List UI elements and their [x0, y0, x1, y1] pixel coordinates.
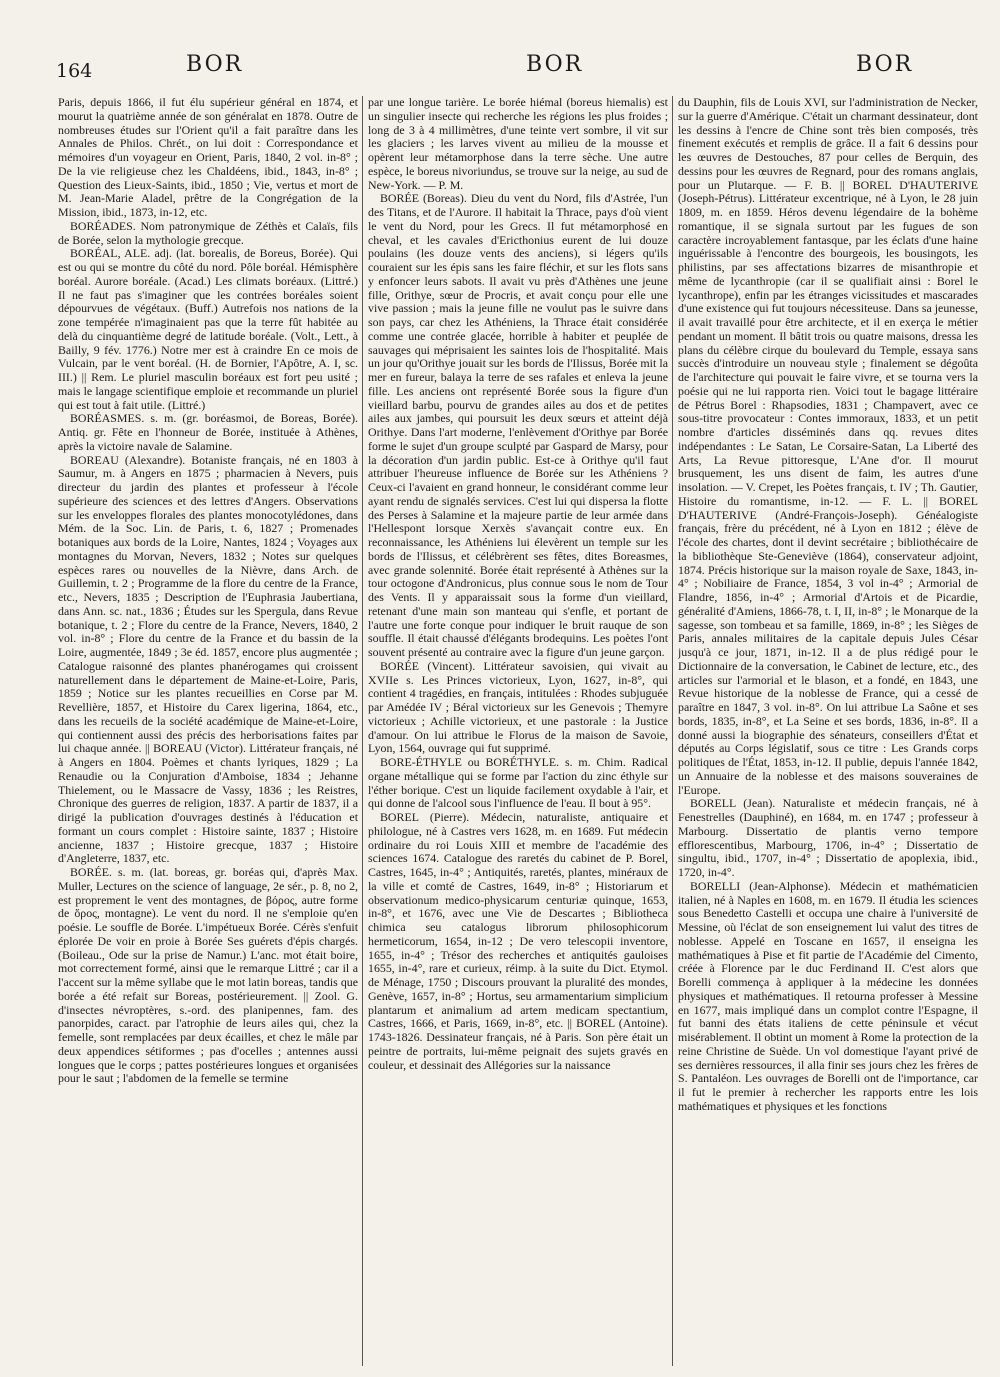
entry-continuation: du Dauphin, fils de Louis XVI, sur l'administration de Necker, sur la guerre d'Amérique. C'était un charmant dessinateur, dont les dessins à l'encre de Chine sont très bien composés, très finement exécutés et remplis de grâce. Il a fait 6 dessins pour les œuvres de Destouches, 87 pour celles de Berquin, des dessins pour les œuvres de Regnard, pour des romans anglais, pour un Plutarque. — F. B. || BOREL D'HAUTERIVE (Joseph-Pétrus). Littérateur excentrique, né à Lyon, le 28 juin 1809, m. en 1859. Héros devenu légendaire de la bohème romantique, il se signala surtout par les fugues de son caractère incroyablement fantasque, par les éclats d'une haine inguérissable à l'encontre des bourgeois, les bousingots, les philistins, par ses affectations bizarres de misanthropie et même de lycanthropie (car il se qualifiait ainsi : Borel le lycanthrope), enfin par les étranges vicissitudes et mascarades d'une existence qui fut toujours nécessiteuse. Dans sa jeunesse, il avait travaillé pour être architecte, et il en exerça le métier pendant un moment. Il bâtit trois ou quatre maisons, dressa les plans du célèbre cirque du boulevard du Temple, essaya sans succès d'introduire un nouveau style ; finalement se dégoûta de l'architecture qui pouvait le faire vivre, et se tourna vers la poésie qui ne lui rapporta rien. Voici tout le bagage littéraire de Pétrus Borel : Rhapsodies, 1831 ; Champavert, avec ce sous-titre provocateur : Contes immoraux, 1833, et un petit nombre d'articles disséminés dans qq. revues dites indépendantes : Le Satan, Le Corsaire-Satan, La Liberté des Arts, La Revue pittoresque, L'Ane d'or. Il mourut brusquement, les uns disent de faim, les autres d'une insolation. — V. Crepet, les Poètes français, t. IV ; Th. Gautier, Histoire du romantisme, in-12. — F. L. || BOREL D'HAUTERIVE (André-François-Joseph). Généalogiste français, frère du précédent, né à Lyon en 1812 ; élève de l'école des chartes, dont il devint secrétaire ; bibliothécaire de la bibliothèque Ste-Geneviève (1864), conservateur adjoint, 1874. Précis historique sur la maison royale de Saxe, 1843, in-4° ; Nobiliaire de France, 1854, 3 vol in-4° ; Armorial de Flandre, 1856, in-4° ; Armorial d'Artois et de Picardie, généralité d'Amiens, 1866-78, t. I, II, in-8° ; le Monarque de la sagesse, son tombeau et sa famille, 1869, in-8° ; les Sièges de Paris, annales militaires de la capitale depuis Jules César jusqu'à ce jour, 1871, in-12. Il a de plus rédigé pour le Dictionnaire de la conversation, le Cabinet de lecture, etc., des articles sur l'armorial et le blason, et a fondé, en 1843, une Revue historique de la noblesse de France, qui a cessé de paraître en 1847, 3 vol. in-8°. On lui attribue La Saône et ses bords, 1835, in-8°, et La Seine et ses bords, 1836, in-8°. Il a donné aussi la biographie des sénateurs, conseillers d'État et députés au Corps législatif, sous ce titre : Les Grands corps politiques de l'État, 1853, in-12. Il publie, depuis l'année 1842, un Annuaire de la noblesse et des maisons souveraines de l'Europe. — [678, 96, 978, 797]
entry-boree-boreas: BORÉE (Boreas). Dieu du vent du Nord, fils d'Astrée, l'un des Titans, et de l'Aurore. Il habitait la Thrace, pays d'où vient le vent du Nord, pour les Grecs. Il fut métamorphosé en cheval, et les cavales d'Ericthonius eurent de lui douze poulains (les douze vents des anciens), si légers qu'ils couraient sur les épis sans les faire fléchir, et sur les flots sans y enfoncer leurs sabots. Il avait vu près d'Athènes une jeune fille, Orithye, sœur de Procris, et avait conçu pour elle une vive passion ; mais la jeune fille ne voulut pas le suivre dans son pays, car chez les Athéniens, la Thrace était considérée comme une contrée glacée, horrible à habiter et peuplée de sauvages qui méprisaient les saintes lois de l'hospitalité. Mais un jour qu'Orithye jouait sur les bords de l'Ilissus, Borée mit la mer en fureur, balaya la terre de ses rafales et enleva la jeune fille. Les anciens ont représenté Borée sous la figure d'un vieillard barbu, pourvu de grandes ailes au dos et de petites ailes aux jambes, qui poursuit les deux sœurs et atteint déjà Orithye. Dans l'art moderne, l'enlèvement d'Orithye par Borée forme le sujet d'un groupe sculpté par Gaspard de Marsy, pour la décoration d'un jardin public. Est-ce à Orithye qu'il faut attribuer l'heureuse influence de Borée sur les Athéniens ? Ceux-ci l'avaient en grand honneur, le considérant comme leur ayant rendu de signalés services. C'est lui qui dispersa la flotte des Perses à Salamine et la majeure partie de leur armée dans l'Hellespont lorsque Xerxès s'avançait contre eux. En reconnaissance, les Athéniens lui élevèrent un temple sur les bords de l'Ilissus, et célébrèrent ses fêtes, dites Boreasmes, avec grande solennité. Borée était représenté à Athènes sur la tour octogone d'Andronicus, plus connue sous le nom de Tour des Vents. Il y apparaissait sous la forme d'un vieillard, retenant d'une main son manteau qui s'enfle, et portant de l'autre une forte conque pour indiquer le bruit rauque de son souffle. Il était chaussé d'élégants brodequins. Les poètes l'ont souvent présenté au contraire avec la figure d'un jeune garçon. — [368, 191, 668, 659]
entry-continuation: par une longue tarière. Le borée hiémal (boreus hiemalis) est un singulier insecte qui recherche les régions les plus froides ; long de 3 à 4 millimètres, d'une teinte vert sombre, il vit sur les glaciers ; les larves vivent au milieu de la mousse et opèrent leur métamorphose dans la terre sèche. Une autre espèce, le boreus nivoriundus, se trouve sur la neige, au sud de New-York. — P. M. — [368, 96, 668, 192]
entry-bore-ethyle: BORE-ÉTHYLE ou BORÉTHYLE. s. m. Chim. Radical organe métallique qui se forme par l'action du zinc éthyle sur l'éther borique. C'est un liquide facilement oxydable à l'air, et qui donne de l'alcool sous l'influence de l'eau. Il bout à 95°. — [368, 755, 668, 811]
entry-borel-pierre: BOREL (Pierre). Médecin, naturaliste, antiquaire et philologue, né à Castres vers 1628, m. en 1689. Fut médecin ordinaire du roi Louis XIII et membre de l'académie des sciences 1674. Catalogue des raretés du cabinet de P. Borel, Castres, 1645, in-4° ; Antiquités, raretés, plantes, minéraux de la ville et comté de Castres, 1649, in-8° ; Historiarum et observationum medico-physicarum centuriæ quinque, 1653, in-8°, et 1676, avec une Vie de Descartes ; Bibliotheca chimica seu catalogus librorum philosophicorum hermeticorum, 1654, in-12 ; De vero telescopii inventore, 1655, in-4° ; Trésor des recherches et antiquités gauloises 1655, in-4°, rare et curieux, réimp. à la suite du Dict. Etymol. de Ménage, 1750 ; Discours prouvant la pluralité des mondes, Genève, 1657, in-8° ; Hortus, seu armamentarium simplicium plantarum et animalium ad artem medicam spectantium, Castres, 1666, et Paris, 1669, in-8°, etc. || BOREL (Antoine). 1743-1826. Dessinateur français, né à Paris. Son père était un peintre de portraits, lui-même peignait des sujets gravés en couleur, et dessinait des Allégories sur la naissance — [368, 810, 668, 1072]
entry-boreades: BORÉADES. Nom patronymique de Zéthès et Calaïs, fils de Borée, selon la mythologie grecque. — [58, 218, 358, 247]
column-1 — [58, 96, 358, 1366]
column-rule — [362, 96, 363, 1366]
entry-boreasmes: BORÉASMES. s. m. (gr. boréasmoi, de Boreas, Borée). Antiq. gr. Fête en l'honneur de Borée, instituée à Athènes, après la victoire navale de Salamine. — [58, 411, 358, 453]
column-2 — [368, 96, 668, 1366]
column-3 — [678, 96, 978, 1366]
running-head-left: BOR — [186, 52, 244, 77]
entry-boree-vincent: BORÉE (Vincent). Littérateur savoisien, qui vivait au XVIIe s. Les Princes victorieux, Lyon, 1627, in-8°, qui contient 4 tragédies, en français, intitulées : Rhodes subjuguée par Amédée IV ; Béral victorieux sur les Genevois ; Themyre victorieux ; Achille victorieux, et une pastorale : la Justice d'amour. On lui attribue le Florus de la maison de Savoie, Lyon, 1564, ouvrage qui fut supprimé. — [368, 658, 668, 756]
page-number: 164 — [56, 60, 93, 82]
entry-borell: BORELL (Jean). Naturaliste et médecin français, né à Fenestrelles (Dauphiné), en 1684, m. en 1747 ; professeur à Marbourg. Dissertatio de plantis verno tempore efflorescentibus, Marbourg, 1706, in-4° ; Dissertatio de singultu, ibid., 1707, in-4° ; Dissertatio de apoplexia, ibid., 1720, in-4°. — [678, 796, 978, 879]
entry-continuation: Paris, depuis 1866, il fut élu supérieur général en 1874, et mourut la quatrième année de son généralat en 1878. Outre de nombreuses études sur l'Orient qu'il a fait paraître dans les Annales de Philos. Chrét., on lui doit : Correspondance et mémoires d'un voyageur en Orient, Paris, 1840, 2 vol. in-8° ; De la vie religieuse chez les Chaldéens, ibid., 1843, in-8° ; Question des Lieux-Saints, ibid., 1850 ; Vie, vertus et mort de M. Jean-Marie Aladel, prêtre de la Congrégation de la Mission, ibid., 1873, in-12, etc. — [58, 96, 358, 219]
entry-boreau: BOREAU (Alexandre). Botaniste français, né en 1803 à Saumur, m. à Angers en 1875 ; pharmacien à Nevers, puis directeur du jardin des plantes et professeur à l'école supérieure des sciences et des lettres d'Angers. Observations sur les enveloppes florales des plantes monocotylédones, dans Mém. de la Soc. Lin. de Paris, t. 6, 1827 ; Promenades botaniques aux bords de la Loire, Nantes, 1824 ; Voyages aux montagnes du Morvan, Nevers, 1832 ; Notes sur quelques espèces rares ou nouvelles de la Nièvre, dans Arch. de Guillemin, t. 2 ; Programme de la flore du centre de la France, etc., Nevers, 1835 ; Description de l'Euphrasia Jaubertiana, dans Ann. sc. nat., 1836 ; Études sur les Spergula, dans Revue botanique, t. 2 ; Flore du centre de la France, Nevers, 1840, 2 vol. in-8° ; Flore du centre de la France et du bassin de la Loire, augmentée, 1849 ; 3e éd. 1857, encore plus augmentée ; Catalogue raisonné des plantes phanérogames qui croissent naturellement dans le département de Maine-et-Loire, Paris, 1859 ; Notice sur les plantes recueillies en Corse par M. Revellière, 1857, et Histoire du Carex ligerina, 1864, etc., dans les recueils de la société académique de Maine-et-Loire, qui contiennent aussi des précis des herborisations faites par lui chaque année. || BOREAU (Victor). Littérateur français, né à Angers en 1804. Poèmes et chants lyriques, 1829 ; La Renaudie ou la Conjuration d'Amboise, 1834 ; Jehanne Thielement, ou le Massacre de Vassy, 1836 ; les Reistres, Chronique des guerres de religion, 1837. A partir de 1837, il a dirigé la publication d'ouvrages destinés à l'éducation et formant un cours complet : Histoire sainte, 1837 ; Histoire ancienne, 1837 ; Histoire grecque, 1837 ; Histoire d'Angleterre, 1837, etc. — [58, 452, 358, 866]
column-rule — [672, 96, 673, 1366]
entry-boreal: BORÉAL, ALE. adj. (lat. borealis, de Boreus, Borée). Qui est ou qui se montre du côté du nord. Pôle boréal. Hémisphère boréal. Aurore boréale. (Acad.) Les climats boréaux. (Littré.) Il ne faut pas s'imaginer que les contrées boréales soient dépourvues de végétaux. (Buff.) Autrefois nos nations de la zone tempérée n'imaginaient pas que la terre fût habitée au delà du cinquantième degré de latitude boréale. (Volt., Lett., à Bailly, 9 fév. 1776.) Notre mer est à craindre En ce mois de Vulcain, par le vent boréal. (H. de Bornier, l'Apôtre, A. I, sc. III.) || Rem. Le pluriel masculin boréaux est fort peu usité ; mais le langage scientifique emploie et recommande un pluriel qui est tout à fait utile. (Littré.) — [58, 246, 358, 412]
entry-borelli: BORELLI (Jean-Alphonse). Médecin et mathématicien italien, né à Naples en 1608, m. en 1679. Il étudia les sciences sous Benedetto Castelli et occupa une chaire à l'université de Messine, où l'éclat de son enseignement lui valut des titres de noblesse. Appelé en Toscane en 1657, il enseigna les mathématiques à Pise et fit partie de l'Académie del Cimento, créée à Florence par le duc Ferdinand II. C'est alors que Borelli commença à appliquer à la médecine les données physiques et mathématiques. Il retourna professer à Messine en 1677, mais impliqué dans un complot contre l'Espagne, il fut banni des états italiens de cette péninsule et vécut misérablement. Il obtint un moment à Rome la protection de la reine Christine de Suède. Un vol domestique l'ayant privé de ses dernières ressources, il alla finir ses jours chez les frères de S. Pantaléon. Les ouvrages de Borelli ont de l'importance, car il fut le premier à rechercher les rapports entre les lois mathématiques et physiques et les fonctions — [678, 878, 978, 1113]
running-head-center: BOR — [526, 52, 584, 77]
running-head-right: BOR — [856, 52, 914, 77]
entry-boree-noun: BORÉE. s. m. (lat. boreas, gr. boréas qui, d'après Max. Muller, Lectures on the science of language, 2e sér., p. 8, no 2, est proprement le vent des montagnes, de βόρος, autre forme de ὄρος, montagne). Le vent du nord. Il ne s'emploie qu'en poésie. Le souffle de Borée. L'impétueux Borée. Cérès s'enfuit éplorée De voir en proie à Borée Ses guérets d'épis chargés. (Boileau., Ode sur la prise de Namur.) L'anc. mot était boire, mot correctement formé, ainsi que le remarque Littré ; car il a l'accent sur la même syllabe que le mot latin boreas, tandis que borée a été refait sur Boreas, postérieurement. || Zool. G. d'insectes névroptères, s.-ord. des planipennes, fam. des panorpides, caract. par l'atrophie de leurs ailes qui, chez la femelle, sont remplacées par deux écailles, et chez le mâle par deux appendices sétiformes ; pas d'ocelles ; antennes aussi longues que le corps ; pattes postérieures longues et organisées pour le saut ; l'abdomen de la femelle se termine — [58, 865, 358, 1086]
page-header — [56, 52, 978, 92]
